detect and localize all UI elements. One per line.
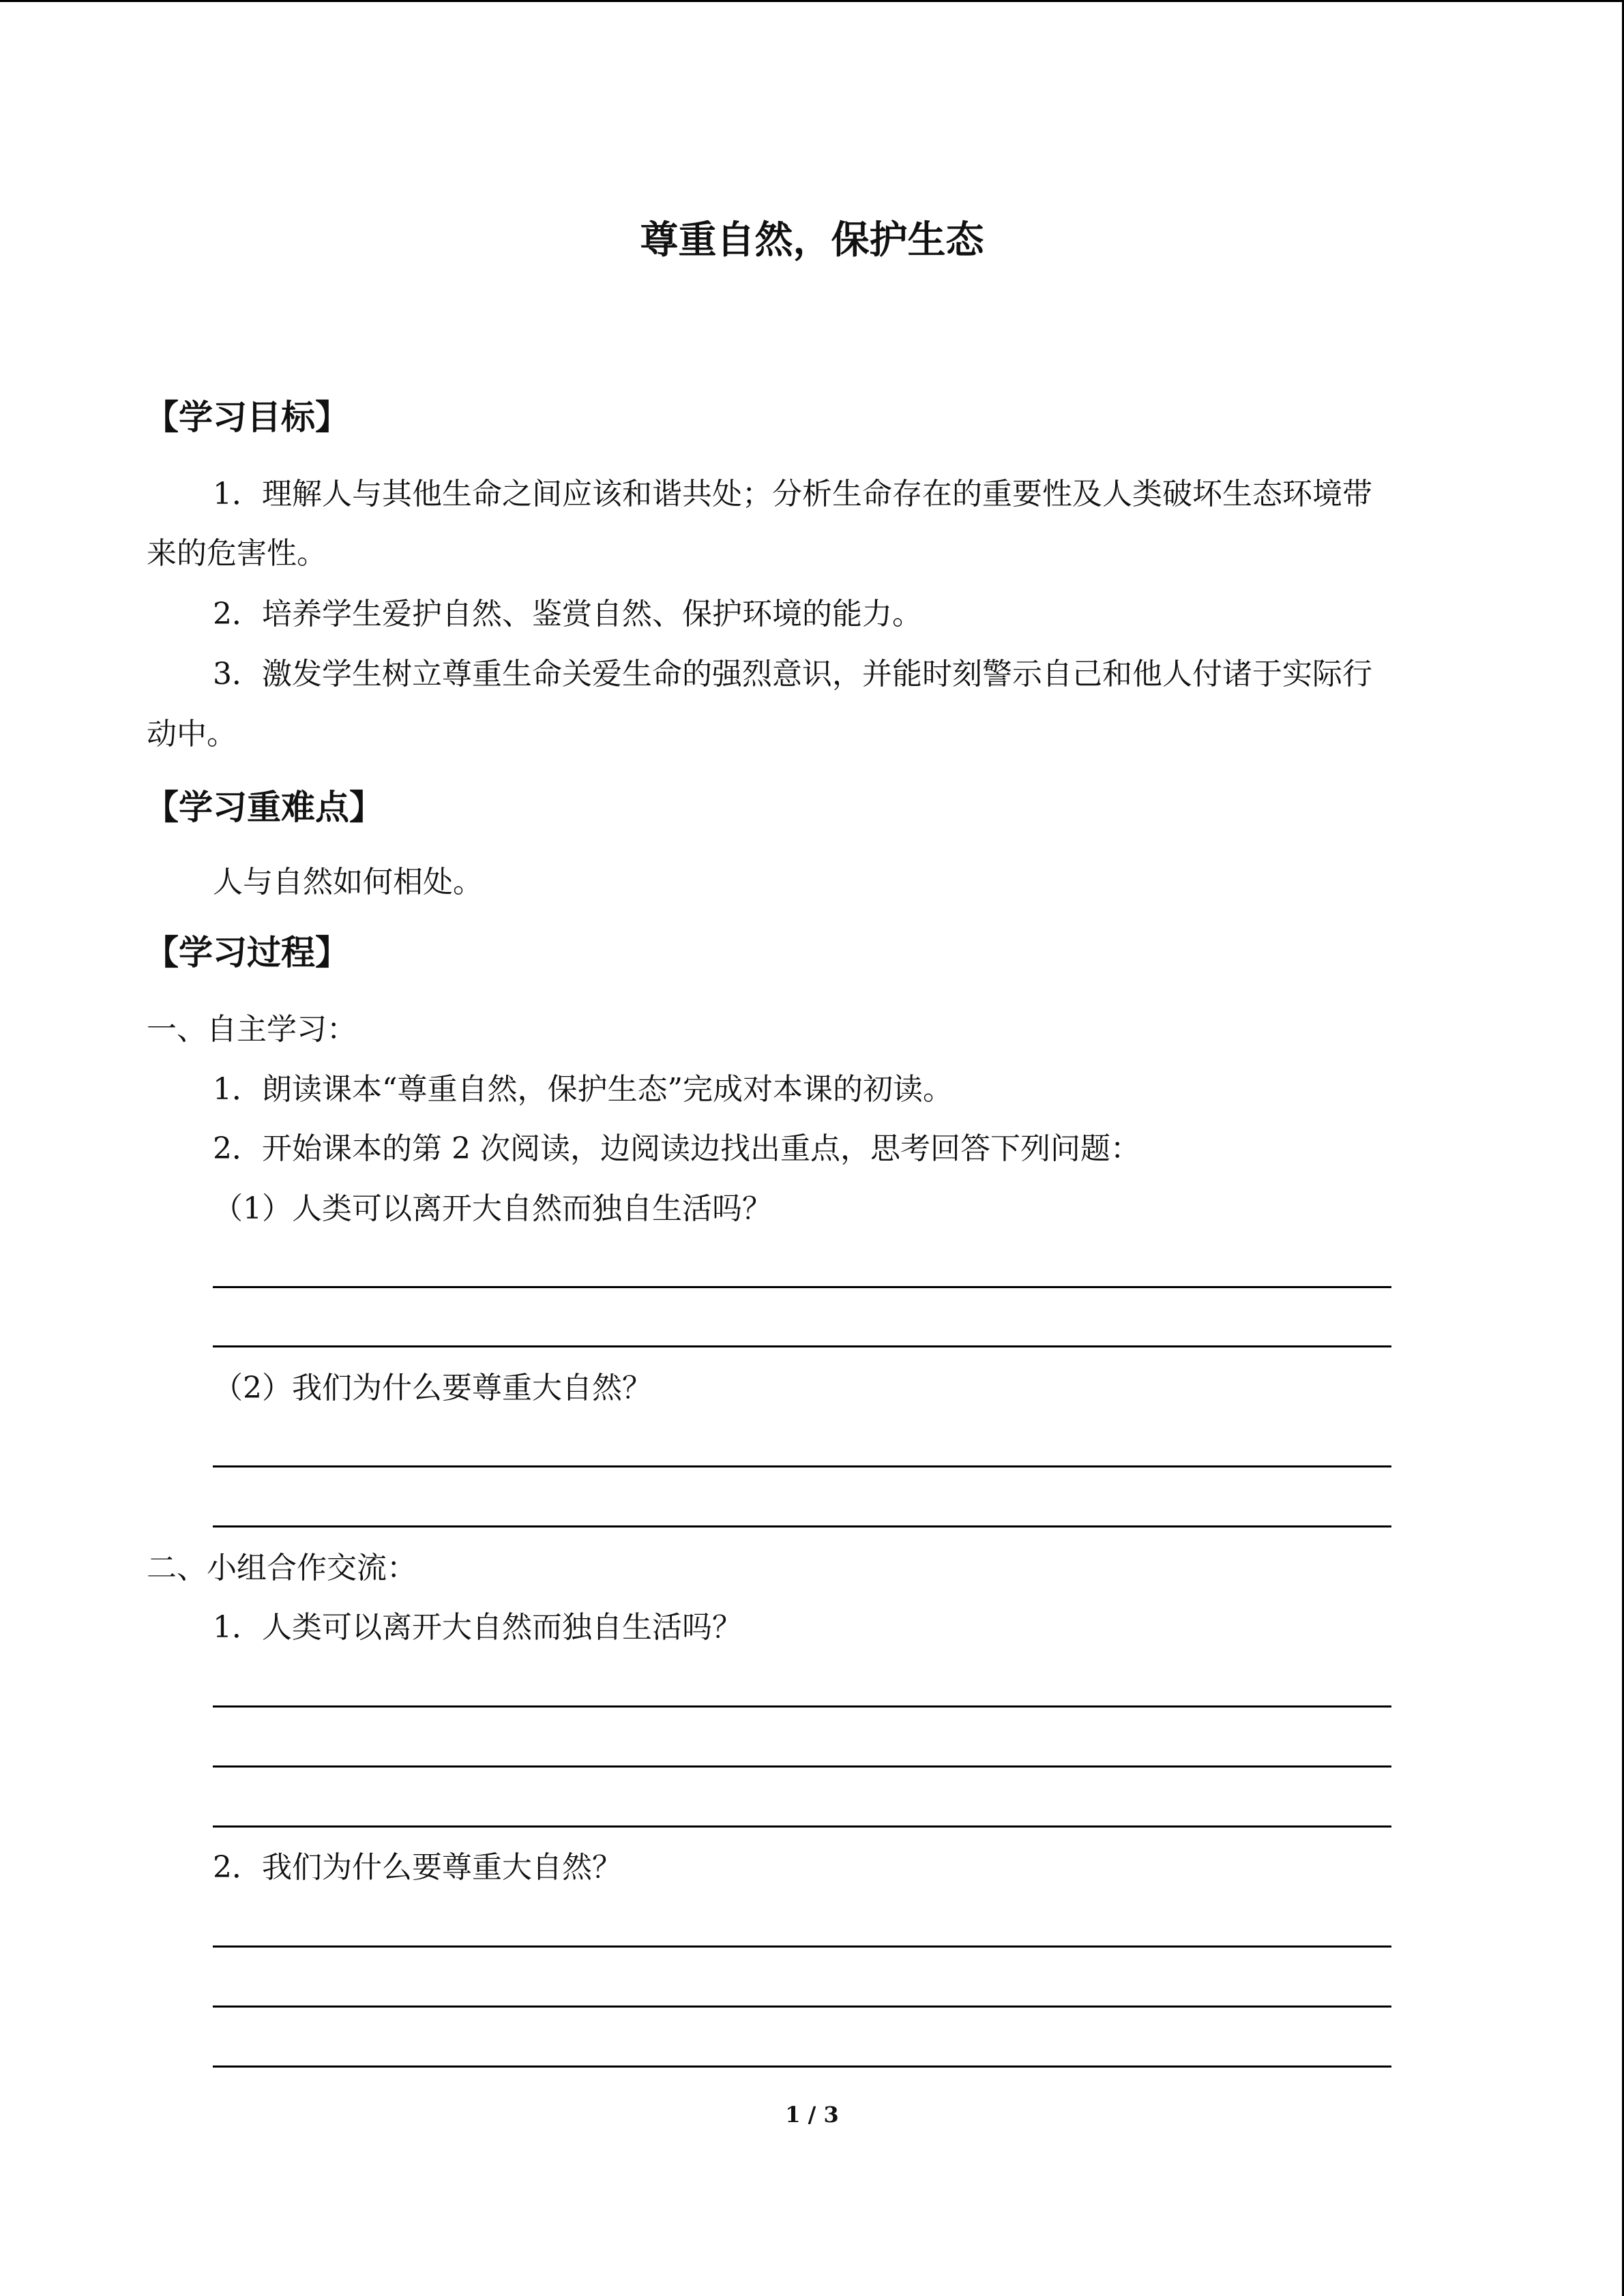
answer-line[interactable] [213, 1465, 1391, 1467]
answer-line[interactable] [213, 1825, 1391, 1828]
section-heading-objectives: 【学习目标】 [145, 398, 349, 437]
objective-3-line-1: 3．激发学生树立尊重生命关爱生命的强烈意识，并能时刻警示自己和他人付诸于实际行 [213, 657, 1372, 691]
answer-line[interactable] [213, 1525, 1391, 1527]
part1-question-2: （2）我们为什么要尊重大自然？ [213, 1371, 652, 1405]
page-title: 尊重自然，保护生态 [640, 218, 984, 263]
part1-item-1: 1．朗读课本“尊重自然，保护生态”完成对本课的初读。 [213, 1072, 953, 1107]
part2-question-2: 2．我们为什么要尊重大自然？ [213, 1850, 622, 1885]
section-heading-key-points: 【学习重难点】 [145, 788, 383, 827]
page-number: 1 / 3 [785, 2102, 839, 2128]
answer-line[interactable] [213, 2066, 1391, 2068]
part1-title: 一、自主学习： [147, 1012, 357, 1047]
answer-line[interactable] [213, 1345, 1391, 1347]
section-heading-process: 【学习过程】 [145, 933, 349, 972]
answer-line[interactable] [213, 1286, 1391, 1288]
objective-3-line-2: 动中。 [147, 717, 237, 751]
answer-line[interactable] [213, 1765, 1391, 1768]
objective-1-line-2: 来的危害性。 [147, 536, 327, 571]
part1-item-2: 2．开始课本的第 2 次阅读，边阅读边找出重点，思考回答下列问题： [213, 1131, 1140, 1166]
objective-2: 2．培养学生爱护自然、鉴赏自然、保护环境的能力。 [213, 597, 922, 631]
key-points-text: 人与自然如何相处。 [213, 865, 483, 899]
answer-line[interactable] [213, 1705, 1391, 1708]
objective-1-line-1: 1．理解人与其他生命之间应该和谐共处；分析生命存在的重要性及人类破坏生态环境带 [213, 477, 1372, 511]
answer-line[interactable] [213, 2006, 1391, 2008]
part2-question-1: 1．人类可以离开大自然而独自生活吗？ [213, 1610, 742, 1645]
part2-title: 二、小组合作交流： [147, 1551, 417, 1585]
part1-question-1: （1）人类可以离开大自然而独自生活吗？ [213, 1191, 772, 1226]
answer-line[interactable] [213, 1945, 1391, 1948]
